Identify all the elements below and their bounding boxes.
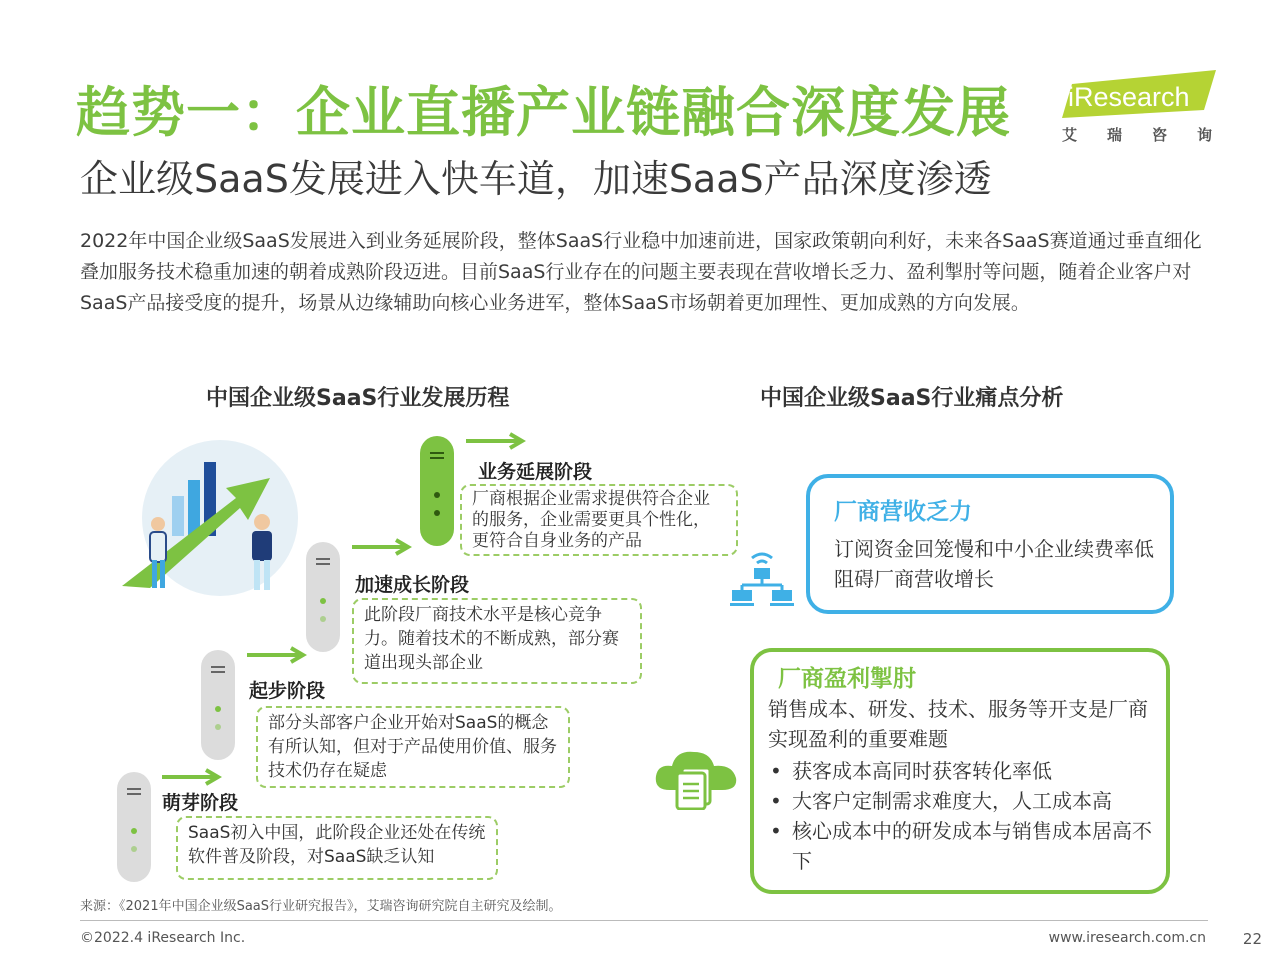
profit-pain-text: 销售成本、研发、技术、服务等开支是厂商实现盈利的重要难题 bbox=[768, 697, 1148, 751]
stage-title-start: 起步阶段 bbox=[249, 680, 326, 702]
list-item: • 大客户定制需求难度大，人工成本高 bbox=[768, 786, 1162, 816]
pain-section-title: 中国企业级SaaS行业痛点分析 bbox=[760, 386, 1064, 411]
stage-title-growth: 加速成长阶段 bbox=[355, 574, 470, 596]
stage-bar-start bbox=[201, 650, 235, 760]
stage-bar-extension bbox=[420, 436, 454, 546]
footer-divider bbox=[80, 920, 1208, 921]
stage-desc-start: 部分头部客户企业开始对SaaS的概念有所认知，但对于产品使用价值、服务技术仍存在疑虑 bbox=[256, 706, 570, 788]
logo-text: iResearch bbox=[1068, 82, 1190, 112]
stage-title-extension: 业务延展阶段 bbox=[478, 461, 593, 483]
profit-pain-title: 厂商盈利掣肘 bbox=[778, 666, 916, 692]
growth-illustration-icon bbox=[120, 438, 320, 598]
stage-desc-growth: 此阶段厂商技术水平是核心竞争力。随着技术的不断成熟，部分赛道出现头部企业 bbox=[352, 598, 642, 684]
intro-paragraph: 2022年中国企业级SaaS发展进入到业务延展阶段，整体SaaS行业稳中加速前进，国家政策朝向利好，未来各SaaS赛道通过垂直细化叠加服务技术稳重加速的朝着成熟阶段迈进。目前SaaS行业存在的问题主要表现在营收增长乏力、盈利掣肘等问题，随着企业客户对SaaS产品接受度的提升，场景从边缘辅助向核心业务进军，整体SaaS市场朝着更加理性、更加成熟的方向发展。 bbox=[80, 230, 1202, 314]
stage-bar-growth bbox=[306, 542, 340, 652]
copyright: ©2022.4 iResearch Inc. bbox=[80, 930, 246, 946]
history-section-title: 中国企业级SaaS行业发展历程 bbox=[206, 386, 510, 411]
profit-pain-list bbox=[768, 756, 1162, 876]
revenue-pain-text: 订阅资金回笼慢和中小企业续费率低阻碍厂商营收增长 bbox=[834, 537, 1154, 591]
list-item: • 获客成本高同时获客转化率低 bbox=[768, 756, 1162, 786]
stage-bar-sprout bbox=[117, 772, 151, 882]
website-link[interactable]: www.iresearch.com.cn bbox=[1048, 930, 1206, 946]
stage-arrow-icon bbox=[247, 646, 309, 664]
cloud-document-icon bbox=[652, 738, 742, 810]
stage-title-sprout: 萌芽阶段 bbox=[162, 792, 239, 814]
network-icon bbox=[728, 548, 796, 608]
stage-desc-extension: 厂商根据企业需求提供符合企业的服务，企业需要更具个性化，更符合自身业务的产品 bbox=[460, 484, 738, 556]
source-note: 来源：《2021年中国企业级SaaS行业研究报告》，艾瑞咨询研究院自主研究及绘制。 bbox=[80, 899, 562, 914]
page-number: 22 bbox=[1242, 930, 1262, 948]
logo-cn-label: 艾 瑞 咨 询 bbox=[1062, 126, 1212, 144]
stage-arrow-icon bbox=[352, 538, 414, 556]
stage-arrow-icon bbox=[162, 768, 224, 786]
list-item: • 核心成本中的研发成本与销售成本居高不下 bbox=[768, 816, 1162, 876]
stage-arrow-icon bbox=[466, 432, 528, 450]
page-subtitle: 企业级SaaS发展进入快车道，加速SaaS产品深度渗透 bbox=[80, 157, 992, 201]
revenue-pain-title: 厂商营收乏力 bbox=[834, 499, 972, 525]
stage-desc-sprout: SaaS初入中国，此阶段企业还处在传统软件普及阶段，对SaaS缺乏认知 bbox=[176, 816, 498, 880]
page-title: 趋势一：企业直播产业链融合深度发展 bbox=[76, 81, 1011, 144]
